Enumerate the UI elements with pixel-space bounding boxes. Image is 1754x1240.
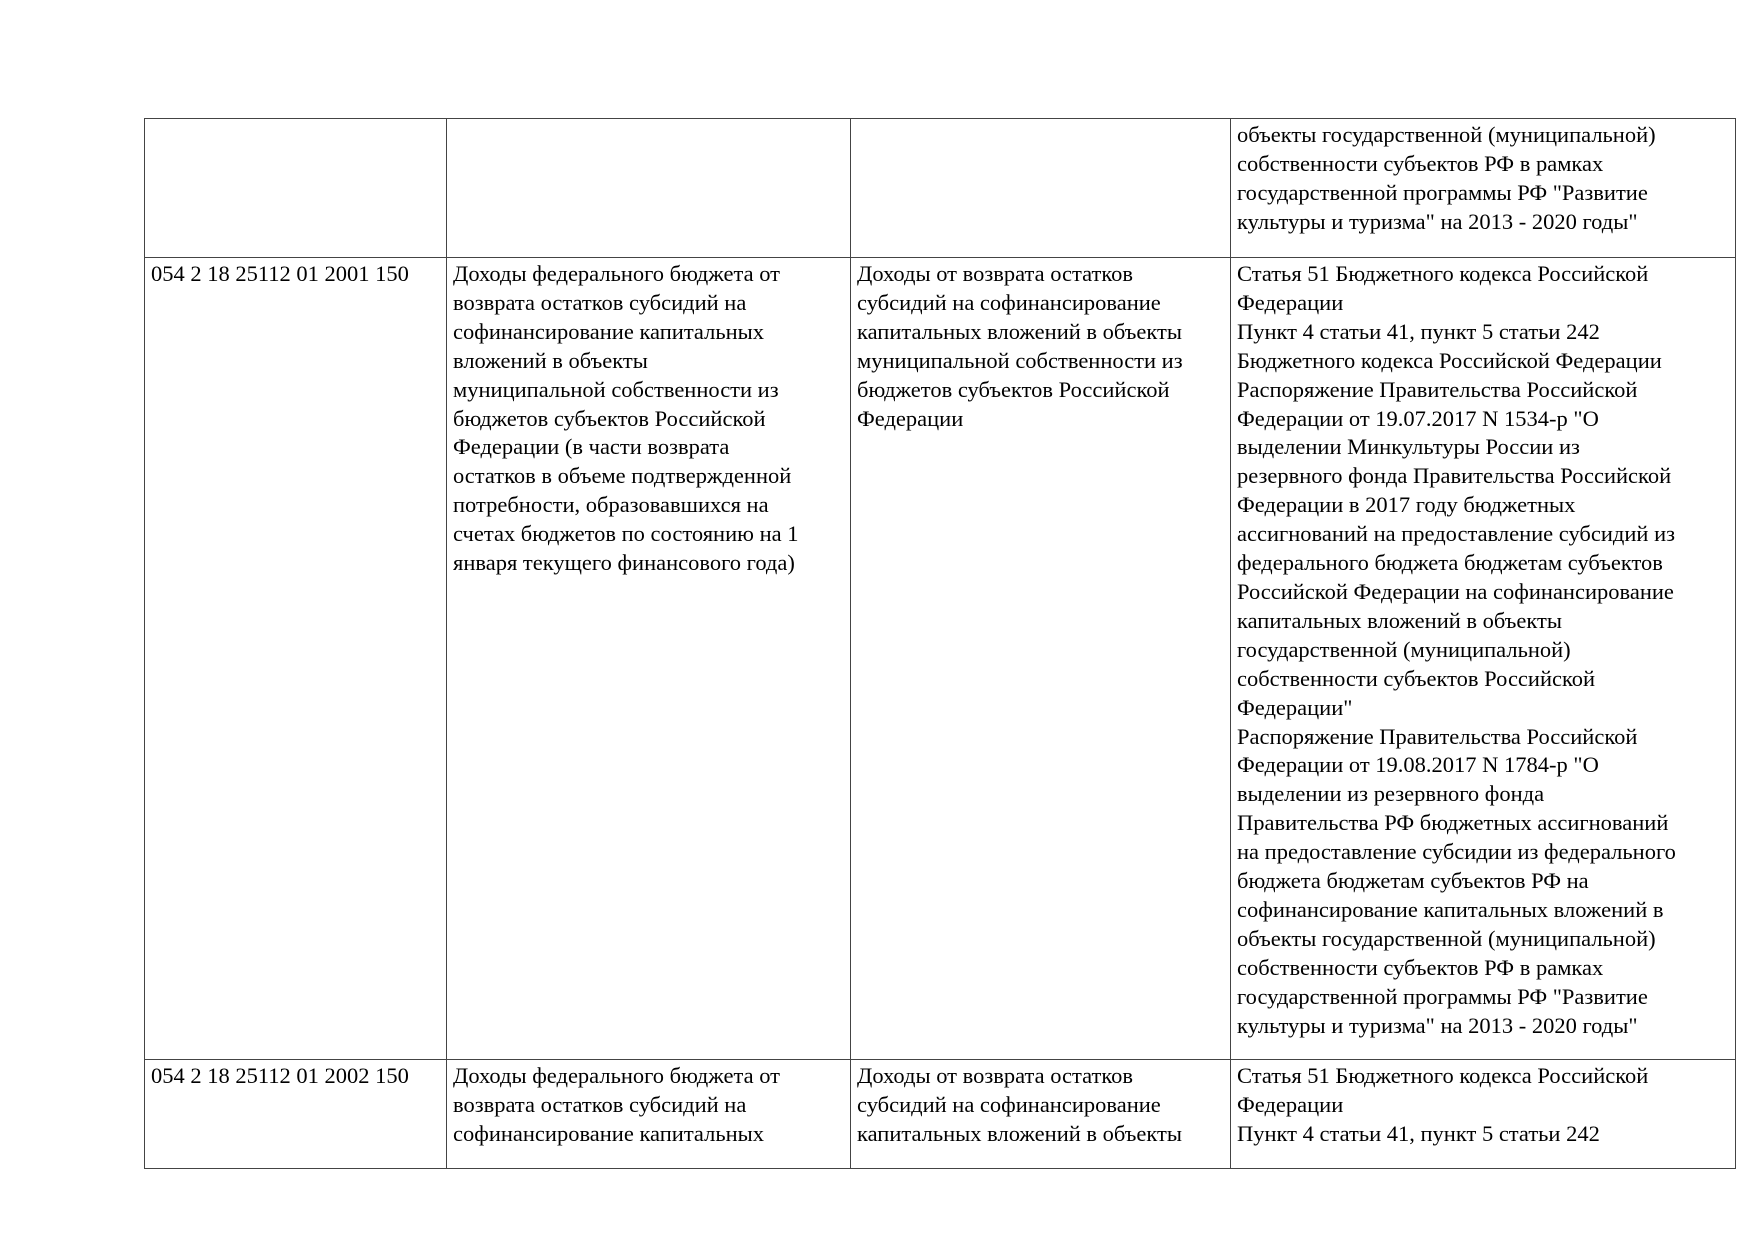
text-line: капитальных вложений в объекты [857, 318, 1182, 344]
text-line: Бюджетного кодекса Российской Федерации [1237, 347, 1662, 373]
text-line: остатков в объеме подтвержденной [453, 463, 792, 489]
text-line: Федерации [857, 405, 964, 431]
text-line: объекты государственной (муниципальной) [1237, 925, 1656, 951]
table-row [145, 119, 1736, 258]
text-line: Доходы от возврата остатков [857, 261, 1134, 286]
short-name-cell [851, 119, 1231, 258]
text-line: бюджетов субъектов Российской [453, 405, 766, 431]
text-line: культуры и туризма" на 2013 - 2020 годы" [1237, 208, 1638, 234]
text-line: софинансирование капитальных [453, 1120, 765, 1146]
text-line: потребности, образовавшихся на [453, 492, 769, 518]
text-line: Доходы федерального бюджета от [453, 1063, 780, 1088]
code-cell [145, 258, 447, 1060]
text-line: Распоряжение Правительства Российской [1237, 376, 1638, 402]
table-row [145, 1060, 1736, 1169]
code-cell [145, 119, 447, 258]
text-line: Доходы федерального бюджета от [453, 261, 780, 286]
text-line: Доходы от возврата остатков [857, 1063, 1134, 1088]
short-name-cell [851, 258, 1231, 1060]
text-line: выделении из резервного фонда [1237, 781, 1545, 807]
table-body [145, 119, 1736, 1169]
text-line: Распоряжение Правительства Российской [1237, 723, 1638, 749]
text-line: резервного фонда Правительства Российской [1237, 463, 1672, 489]
text-line: государственной программы РФ "Развитие [1237, 983, 1648, 1009]
text-line: счетах бюджетов по состоянию на 1 [453, 521, 799, 547]
text-line: Федерации от 19.07.2017 N 1534-р "О [1237, 405, 1599, 431]
text-line: субсидий на софинансирование [857, 289, 1161, 315]
income-name-cell [447, 258, 851, 1060]
text-line: возврата остатков субсидий на [453, 1091, 747, 1117]
text-line: января текущего финансового года) [453, 550, 795, 576]
text-line: Российской Федерации на софинансирование [1237, 578, 1674, 604]
text-line: культуры и туризма" на 2013 - 2020 годы" [1237, 1012, 1638, 1038]
text-line: бюджета бюджетам субъектов РФ на [1237, 868, 1589, 894]
text-line: Федерации в 2017 году бюджетных [1237, 492, 1576, 518]
text-line: Федерации" [1237, 694, 1353, 720]
text-line: собственности субъектов РФ в рамках [1237, 150, 1604, 176]
text-line: софинансирование капитальных вложений в [1237, 896, 1664, 922]
text-line: бюджетов субъектов Российской [857, 376, 1170, 402]
text-line: субсидий на софинансирование [857, 1091, 1161, 1117]
text-line: софинансирование капитальных [453, 318, 765, 344]
text-line: государственной (муниципальной) [1237, 636, 1571, 662]
legal-basis-cell [1231, 1060, 1736, 1169]
text-line: объекты государственной (муниципальной) [1237, 122, 1656, 147]
income-name-cell [447, 1060, 851, 1169]
text-line: собственности субъектов РФ в рамках [1237, 954, 1604, 980]
text-line: на предоставление субсидии из федерального [1237, 839, 1676, 865]
text-line: Статья 51 Бюджетного кодекса Российской [1237, 261, 1649, 286]
text-line: муниципальной собственности из [857, 347, 1183, 373]
text-line: муниципальной собственности из [453, 376, 779, 402]
code-cell [145, 1060, 447, 1169]
legal-basis-cell [1231, 258, 1736, 1060]
short-name-cell [851, 1060, 1231, 1169]
text-line: Статья 51 Бюджетного кодекса Российской [1237, 1063, 1649, 1088]
text-line: Федерации [1237, 1091, 1344, 1117]
text-line: ассигнований на предоставление субсидий из [1237, 521, 1675, 547]
budget-classification-table [144, 118, 1736, 1169]
income-name-cell [447, 119, 851, 258]
text-line: государственной программы РФ "Развитие [1237, 179, 1648, 205]
text-line: Пункт 4 статьи 41, пункт 5 статьи 242 [1237, 318, 1600, 344]
text-line: Федерации (в части возврата [453, 434, 730, 460]
text-line: капитальных вложений в объекты [857, 1120, 1182, 1146]
text-line: Федерации от 19.08.2017 N 1784-р "О [1237, 752, 1599, 778]
text-line: Федерации [1237, 289, 1344, 315]
text-line: федерального бюджета бюджетам субъектов [1237, 550, 1663, 576]
text-line: капитальных вложений в объекты [1237, 607, 1562, 633]
text-line: Правительства РФ бюджетных ассигнований [1237, 810, 1669, 836]
text-line: вложений в объекты [453, 347, 648, 373]
text-line: Пункт 4 статьи 41, пункт 5 статьи 242 [1237, 1120, 1600, 1146]
text-line: собственности субъектов Российской [1237, 665, 1596, 691]
text-line: выделении Минкультуры России из [1237, 434, 1580, 460]
text-line: 054 2 18 25112 01 2002 150 [151, 1063, 409, 1088]
text-line: 054 2 18 25112 01 2001 150 [151, 261, 409, 286]
table-row [145, 258, 1736, 1060]
legal-basis-cell [1231, 119, 1736, 258]
text-line: возврата остатков субсидий на [453, 289, 747, 315]
